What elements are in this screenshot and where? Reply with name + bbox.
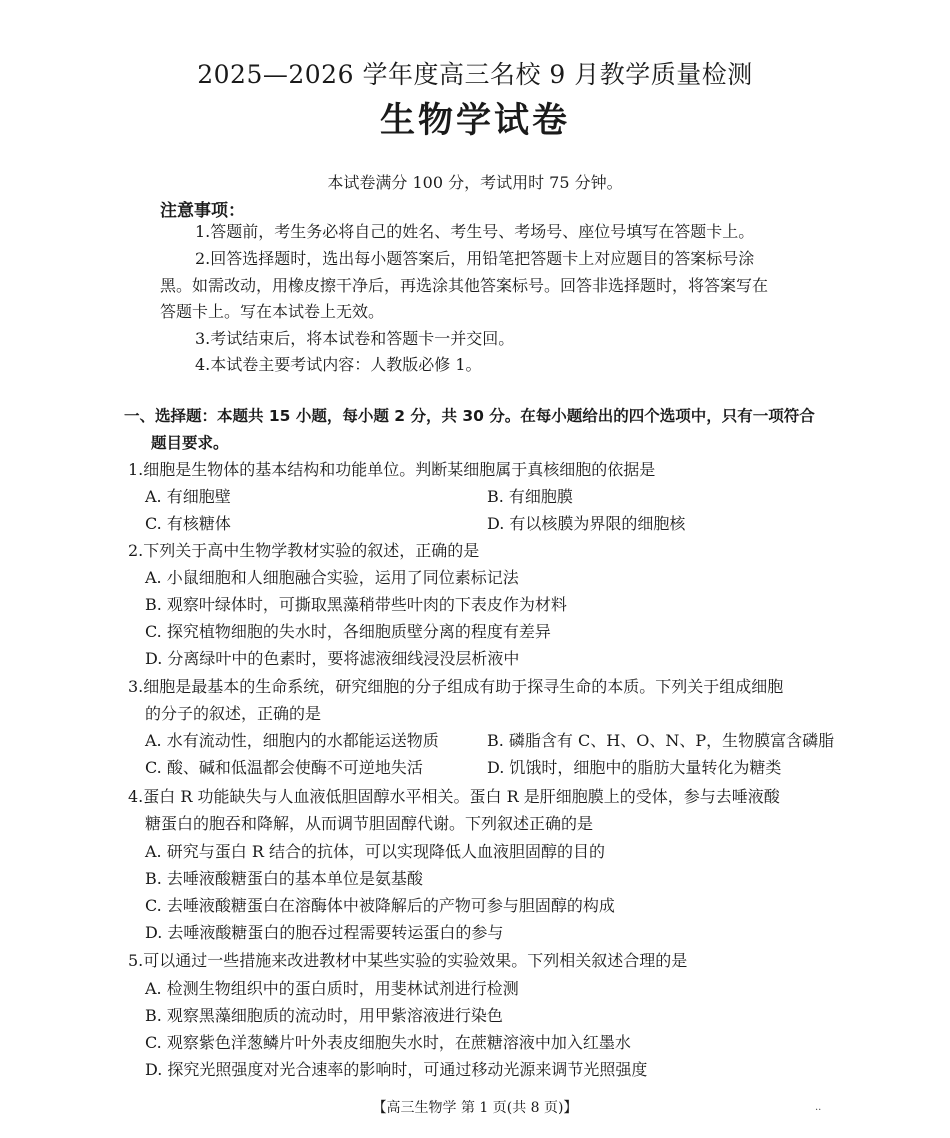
- question-1-option-d: D. 有以核膜为界限的细胞核: [487, 514, 686, 533]
- question-4-option-c: C. 去唾液酸糖蛋白在溶酶体中被降解后的产物可参与胆固醇的构成: [145, 896, 615, 915]
- question-3-stem: 3.细胞是最基本的生命系统，研究细胞的分子组成有助于探寻生命的本质。下列关于组成细胞: [128, 677, 784, 696]
- question-5-stem: 5.可以通过一些措施来改进教材中某些实验的实验效果。下列相关叙述合理的是: [128, 951, 688, 970]
- question-3-option-c: C. 酸、碱和低温都会使酶不可逆地失活: [145, 758, 423, 777]
- question-4-option-d: D. 去唾液酸糖蛋白的胞吞过程需要转运蛋白的参与: [145, 923, 504, 942]
- exam-title: 2025—2026 学年度高三名校 9 月教学质量检测: [197, 60, 753, 89]
- question-4-option-a: A. 研究与蛋白 R 结合的抗体，可以实现降低人血液胆固醇的目的: [145, 842, 605, 861]
- question-3-option-a: A. 水有流动性，细胞内的水都能运送物质: [145, 731, 439, 750]
- question-5-option-d: D. 探究光照强度对光合速率的影响时，可通过移动光源来调节光照强度: [145, 1060, 648, 1079]
- notice-heading: 注意事项：: [160, 201, 245, 221]
- question-5-option-a: A. 检测生物组织中的蛋白质时，用斐林试剂进行检测: [145, 979, 519, 998]
- question-3-option-b: B. 磷脂含有 C、H、O、N、P，生物膜富含磷脂: [487, 731, 835, 750]
- notice-line-3: 黑。如需改动，用橡皮擦干净后，再选涂其他答案标号。回答非选择题时，将答案写在: [160, 276, 769, 295]
- exam-subtitle: 生物学试卷: [379, 101, 570, 141]
- question-1-option-c: C. 有核糖体: [145, 514, 231, 533]
- section-heading-cont: 题目要求。: [151, 434, 229, 452]
- question-1-option-b: B. 有细胞膜: [487, 487, 573, 506]
- question-5-option-c: C. 观察紫色洋葱鳞片叶外表皮细胞失水时，在蔗糖溶液中加入红墨水: [145, 1033, 631, 1052]
- page-footer: 【高三生物学 第 1 页(共 8 页)】: [372, 1100, 578, 1116]
- notice-line-5: 3.考试结束后，将本试卷和答题卡一并交回。: [195, 329, 515, 348]
- question-2-option-c: C. 探究植物细胞的失水时，各细胞质壁分离的程度有差异: [145, 622, 551, 641]
- question-1-option-a: A. 有细胞壁: [145, 487, 231, 506]
- notice-line-1: 1.答题前，考生务必将自己的姓名、考生号、考场号、座位号填写在答题卡上。: [195, 222, 755, 241]
- exam-info: 本试卷满分 100 分，考试用时 75 分钟。: [327, 173, 623, 192]
- question-3-stem-cont: 的分子的叙述，正确的是: [145, 704, 322, 723]
- question-4-stem-cont: 糖蛋白的胞吞和降解，从而调节胆固醇代谢。下列叙述正确的是: [145, 814, 594, 833]
- question-4-stem: 4.蛋白 R 功能缺失与人血液低胆固醇水平相关。蛋白 R 是肝细胞膜上的受体，参与去唾液酸: [128, 787, 780, 806]
- question-3-option-d: D. 饥饿时，细胞中的脂肪大量转化为糖类: [487, 758, 782, 777]
- corner-mark: ..: [815, 1102, 822, 1113]
- question-2-option-b: B. 观察叶绿体时，可撕取黑藻稍带些叶肉的下表皮作为材料: [145, 595, 567, 614]
- question-2-option-d: D. 分离绿叶中的色素时，要将滤液细线浸没层析液中: [145, 649, 520, 668]
- question-4-option-b: B. 去唾液酸糖蛋白的基本单位是氨基酸: [145, 869, 423, 888]
- section-heading: 一、选择题：本题共 15 小题，每小题 2 分，共 30 分。在每小题给出的四个选项中，只有一项符合: [124, 407, 815, 425]
- notice-line-4: 答题卡上。写在本试卷上无效。: [160, 302, 385, 321]
- question-2-option-a: A. 小鼠细胞和人细胞融合实验，运用了同位素标记法: [145, 568, 519, 587]
- notice-line-6: 4.本试卷主要考试内容：人教版必修 1。: [195, 355, 482, 374]
- question-2-stem: 2.下列关于高中生物学教材实验的叙述，正确的是: [128, 541, 480, 560]
- notice-line-2: 2.回答选择题时，选出每小题答案后，用铅笔把答题卡上对应题目的答案标号涂: [195, 249, 755, 268]
- question-5-option-b: B. 观察黑藻细胞质的流动时，用甲紫溶液进行染色: [145, 1006, 503, 1025]
- question-1-stem: 1.细胞是生物体的基本结构和功能单位。判断某细胞属于真核细胞的依据是: [128, 460, 656, 479]
